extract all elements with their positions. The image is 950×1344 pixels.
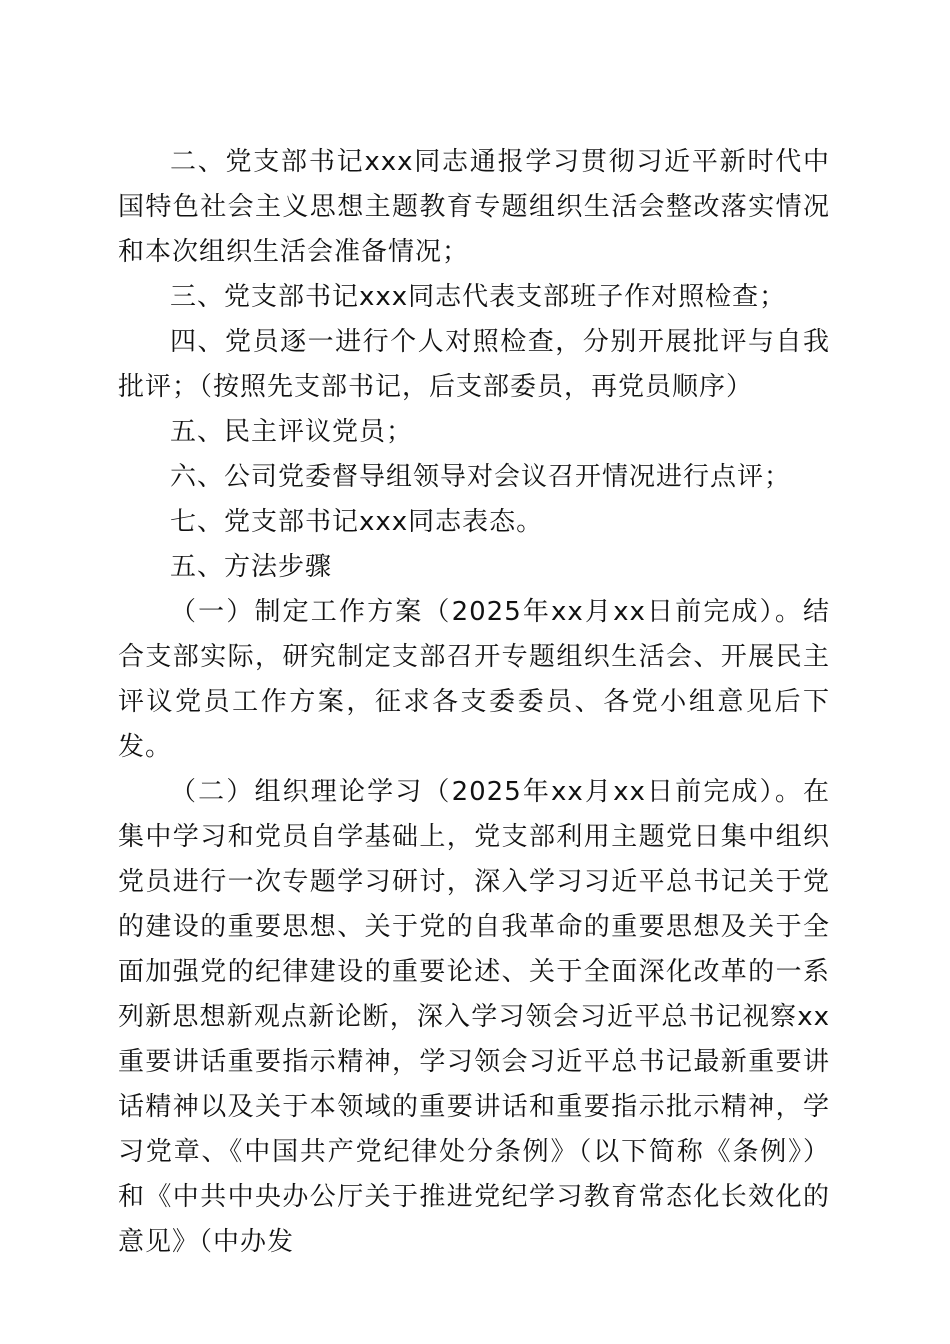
paragraph-item-2: 二、党支部书记xxx同志通报学习贯彻习近平新时代中国特色社会主义思想主题教育专题组织生活会整改落实情况和本次组织生活会准备情况； bbox=[118, 147, 830, 267]
paragraph-step-1: （一）制定工作方案（2025年xx月xx日前完成）。结合支部实际，研究制定支部召开专题组织生活会、开展民主评议党员工作方案，征求各支委委员、各党小组意见后下发。 bbox=[118, 597, 830, 762]
section-heading-methods: 五、方法步骤 bbox=[170, 552, 333, 582]
paragraph-item-3: 三、党支部书记xxx同志代表支部班子作对照检查； bbox=[170, 282, 787, 312]
paragraph-item-7: 七、党支部书记xxx同志表态。 bbox=[170, 507, 544, 537]
paragraph-item-5: 五、民主评议党员； bbox=[170, 417, 414, 447]
paragraph-step-2: （二）组织理论学习（2025年xx月xx日前完成）。在集中学习和党员自学基础上，党支部利用主题党日集中组织党员进行一次专题学习研讨，深入学习习近平总书记关于党的建设的重要思想、关于党的自我革命的重要思想及关于全面加强党的纪律建设的重要论述、关于全面深化改革的一系列新思想新观点新论断，深入学习领会习近平总书记视察xx重要讲话重要指示精神，学习领会习近平总书记最新重要讲话精神以及关于本领域的重要讲话和重要指示批示精神，学习党章、《中国共产党纪律处分条例》（以下简称《条例》）和《中共中央办公厅关于推进党纪学习教育常态化长效化的意见》（中办发 bbox=[118, 777, 830, 1257]
paragraph-item-6: 六、公司党委督导组领导对会议召开情况进行点评； bbox=[170, 462, 792, 492]
document-body bbox=[118, 140, 830, 1265]
paragraph-item-4: 四、党员逐一进行个人对照检查，分别开展批评与自我批评；（按照先支部书记，后支部委员，再党员顺序） bbox=[118, 327, 830, 402]
